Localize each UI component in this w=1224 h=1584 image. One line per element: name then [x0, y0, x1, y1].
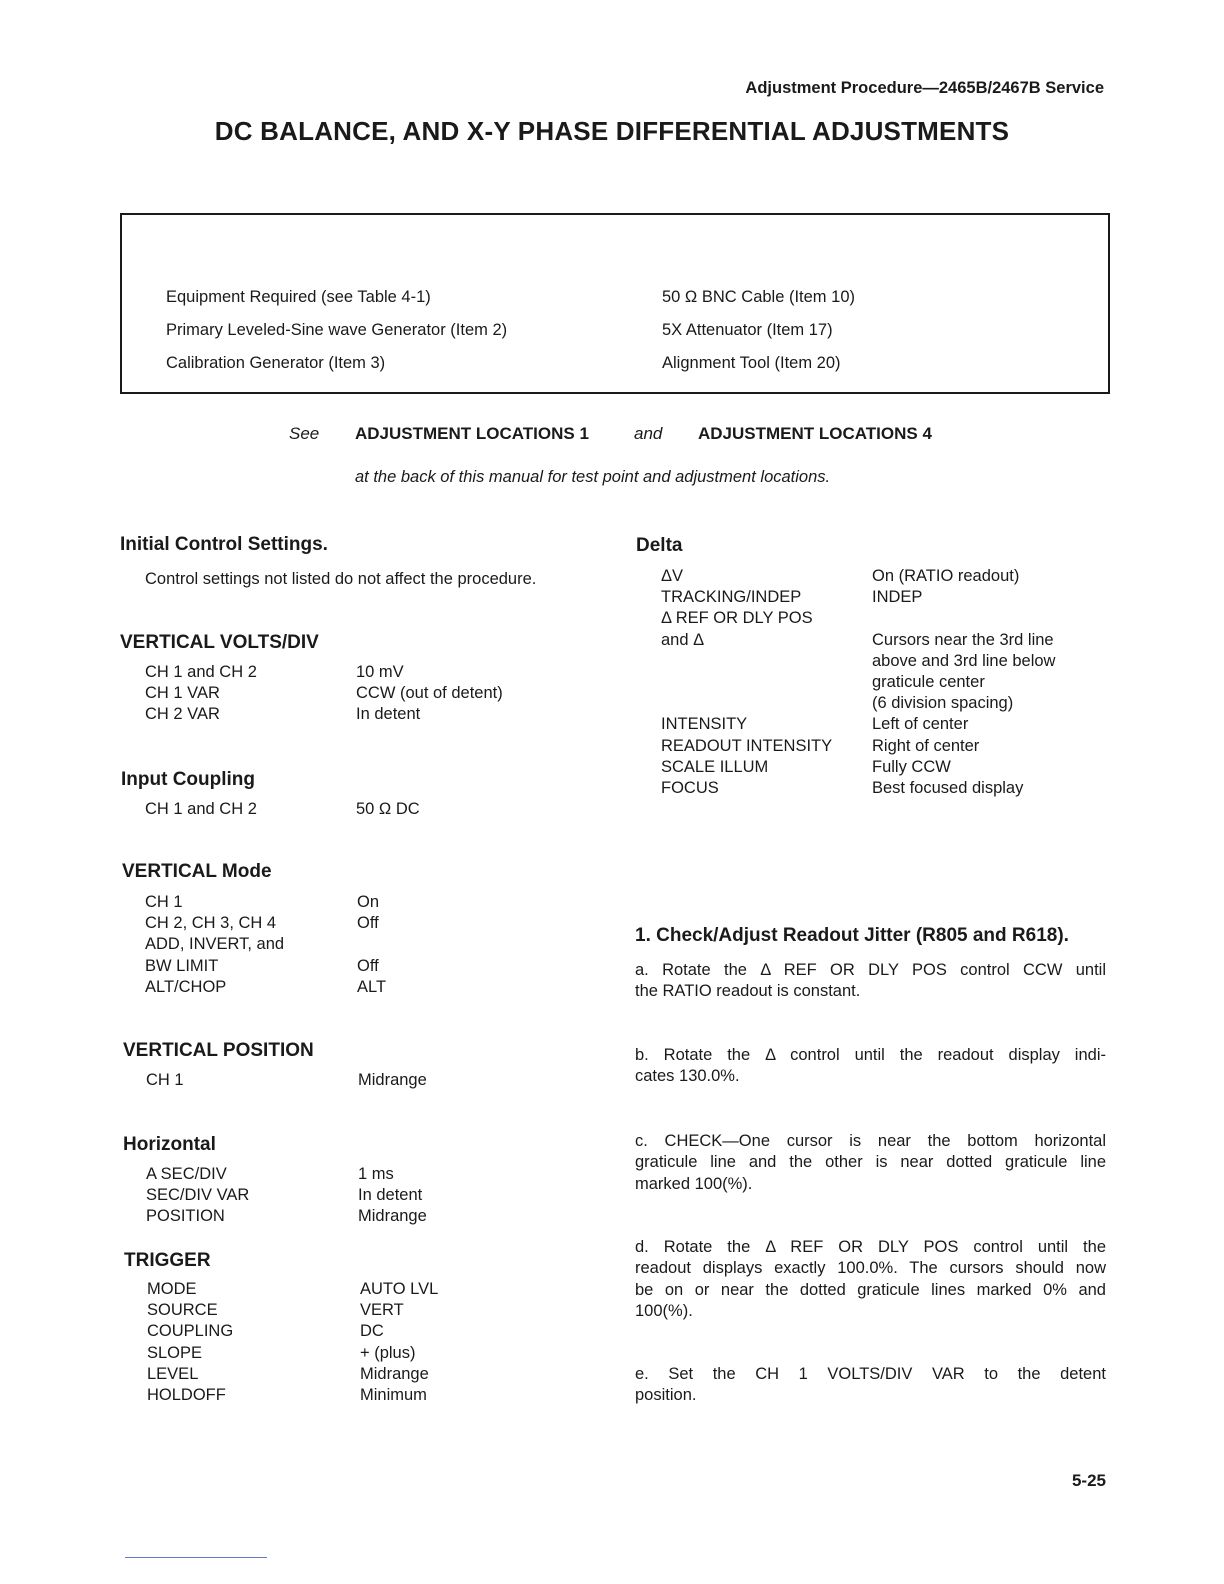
step-line: c. CHECK—One cursor is near the bottom horizontal — [635, 1132, 1106, 1150]
setting-value — [357, 934, 386, 955]
setting-value — [872, 608, 1055, 629]
step-1a — [635, 960, 1106, 1003]
setting-value: 1 ms — [358, 1165, 394, 1183]
vertical-volts-rows — [145, 662, 257, 726]
step-line: position. — [635, 1386, 697, 1405]
setting-value: Minimum — [360, 1386, 427, 1405]
adjustment-locations-4: ADJUSTMENT LOCATIONS 4 — [698, 424, 932, 443]
step-line: cates 130.0%. — [635, 1067, 740, 1086]
setting-label: CH 1 VAR — [145, 684, 220, 703]
horizontal-values — [358, 1164, 427, 1228]
vertical-position-heading: VERTICAL POSITION — [123, 1040, 314, 1061]
horizontal-heading: Horizontal — [123, 1134, 216, 1155]
initial-settings-heading: Initial Control Settings. — [120, 534, 328, 555]
setting-value: Cursors near the 3rd line — [872, 630, 1054, 649]
setting-value: Left of center — [872, 715, 969, 734]
setting-value: (6 division spacing) — [872, 694, 1014, 713]
step-line: graticule line and the other is near dotted graticule line — [635, 1153, 1106, 1172]
input-coupling-label: CH 1 and CH 2 — [145, 800, 257, 818]
equipment-right-1: 50 Ω BNC Cable (Item 10) — [662, 288, 855, 306]
delta-heading: Delta — [636, 535, 683, 556]
step-1e — [635, 1364, 1106, 1407]
setting-value: VERT — [360, 1301, 404, 1320]
setting-label: HOLDOFF — [147, 1386, 226, 1405]
trigger-values — [360, 1279, 438, 1406]
vertical-volts-heading: VERTICAL VOLTS/DIV — [120, 632, 319, 653]
setting-value: CCW (out of detent) — [356, 684, 503, 703]
page-title: DC BALANCE, AND X-Y PHASE DIFFERENTIAL ADJUSTMENTS — [214, 116, 1010, 146]
vertical-position-label: CH 1 — [146, 1071, 184, 1089]
setting-label: and Δ — [661, 630, 705, 649]
see-note-tail: at the back of this manual for test point and adjustment locations. — [355, 468, 831, 486]
setting-label: MODE — [147, 1280, 197, 1298]
setting-label: SOURCE — [147, 1301, 218, 1320]
vertical-position-value: Midrange — [358, 1071, 427, 1089]
equipment-right-3: Alignment Tool (Item 20) — [662, 354, 841, 372]
step-1-heading: 1. Check/Adjust Readout Jitter (R805 and R618). — [635, 925, 1069, 946]
and-word: and — [634, 424, 663, 443]
setting-label: INTENSITY — [661, 715, 748, 734]
setting-label: SEC/DIV VAR — [146, 1186, 250, 1205]
setting-label: CH 2, CH 3, CH 4 — [145, 914, 277, 933]
setting-label: Δ REF OR DLY POS — [661, 609, 813, 628]
step-1c — [635, 1131, 1106, 1195]
step-line: b. Rotate the Δ control until the readout display indi- — [635, 1046, 1106, 1064]
setting-value: graticule center — [872, 673, 985, 691]
setting-label: A SEC/DIV — [146, 1165, 227, 1183]
delta-labels — [661, 566, 832, 799]
horizontal-rows — [146, 1164, 249, 1228]
setting-label: TRACKING/INDEP — [661, 588, 802, 607]
setting-value: Off — [357, 956, 379, 975]
setting-label: BW LIMIT — [145, 956, 219, 975]
setting-value: On — [357, 893, 380, 911]
setting-label: SCALE ILLUM — [661, 757, 769, 776]
setting-label: LEVEL — [147, 1364, 199, 1383]
setting-label: CH 2 VAR — [145, 705, 220, 724]
setting-value: + (plus) — [360, 1343, 416, 1362]
setting-label: CH 1 and CH 2 — [145, 663, 257, 681]
vertical-mode-values — [357, 892, 386, 998]
setting-value: Midrange — [358, 1207, 427, 1226]
footer-rule — [125, 1557, 267, 1558]
equipment-left-3: Calibration Generator (Item 3) — [166, 354, 386, 372]
setting-value: 10 mV — [356, 663, 404, 681]
step-line: 100(%). — [635, 1301, 693, 1320]
step-line: readout displays exactly 100.0%. The cursors should now — [635, 1259, 1106, 1278]
vertical-mode-heading: VERTICAL Mode — [122, 861, 272, 882]
setting-value: In detent — [358, 1186, 423, 1205]
setting-value: Best focused display — [872, 779, 1024, 798]
step-line: e. Set the CH 1 VOLTS/DIV VAR to the detent — [635, 1365, 1106, 1383]
see-word: See — [289, 424, 320, 443]
trigger-rows — [147, 1279, 233, 1406]
setting-label: ALT/CHOP — [145, 977, 227, 996]
step-line: the RATIO readout is constant. — [635, 982, 861, 1001]
setting-label: ΔV — [661, 567, 684, 585]
step-line: a. Rotate the Δ REF OR DLY POS control CCW until — [635, 961, 1106, 979]
setting-value: Fully CCW — [872, 757, 951, 776]
setting-label — [661, 693, 832, 714]
adjustment-locations-1: ADJUSTMENT LOCATIONS 1 — [355, 424, 589, 443]
step-line: d. Rotate the Δ REF OR DLY POS control until the — [635, 1238, 1106, 1256]
initial-settings-note: Control settings not listed do not affect the procedure. — [145, 570, 537, 588]
step-line: marked 100(%). — [635, 1174, 753, 1193]
setting-value: INDEP — [872, 588, 923, 607]
setting-label: FOCUS — [661, 778, 719, 797]
trigger-heading: TRIGGER — [124, 1250, 211, 1271]
setting-value: On (RATIO readout) — [872, 567, 1020, 585]
setting-label: POSITION — [146, 1207, 225, 1226]
page-number: 5-25 — [1071, 1471, 1106, 1490]
running-head: Adjustment Procedure—2465B/2467B Service — [745, 79, 1104, 97]
vertical-mode-rows — [145, 892, 284, 998]
setting-value: AUTO LVL — [360, 1280, 439, 1298]
step-1b — [635, 1045, 1106, 1088]
setting-label — [661, 651, 832, 672]
equipment-box — [120, 213, 1110, 394]
equipment-left-1: Equipment Required (see Table 4-1) — [166, 288, 431, 306]
setting-label: SLOPE — [147, 1343, 203, 1362]
setting-label: COUPLING — [147, 1322, 234, 1341]
setting-value: DC — [360, 1322, 384, 1341]
setting-label: ADD, INVERT, and — [145, 935, 285, 954]
setting-label: CH 1 — [145, 893, 183, 911]
setting-label — [661, 672, 832, 693]
setting-label: READOUT INTENSITY — [661, 736, 833, 755]
step-1d — [635, 1237, 1106, 1322]
step-line: be on or near the dotted graticule lines marked 0% and — [635, 1280, 1106, 1299]
equipment-left-2: Primary Leveled-Sine wave Generator (Item 2) — [166, 321, 508, 339]
input-coupling-value: 50 Ω DC — [356, 800, 420, 818]
delta-values — [872, 566, 1055, 799]
equipment-right-2: 5X Attenuator (Item 17) — [662, 321, 833, 339]
input-coupling-heading: Input Coupling — [121, 769, 256, 790]
setting-value: Midrange — [360, 1364, 429, 1383]
setting-value: ALT — [357, 977, 387, 996]
setting-value: above and 3rd line below — [872, 651, 1056, 670]
setting-value: In detent — [356, 705, 421, 724]
vertical-volts-values — [356, 662, 503, 726]
setting-value: Right of center — [872, 736, 980, 755]
setting-value: Off — [357, 914, 379, 933]
